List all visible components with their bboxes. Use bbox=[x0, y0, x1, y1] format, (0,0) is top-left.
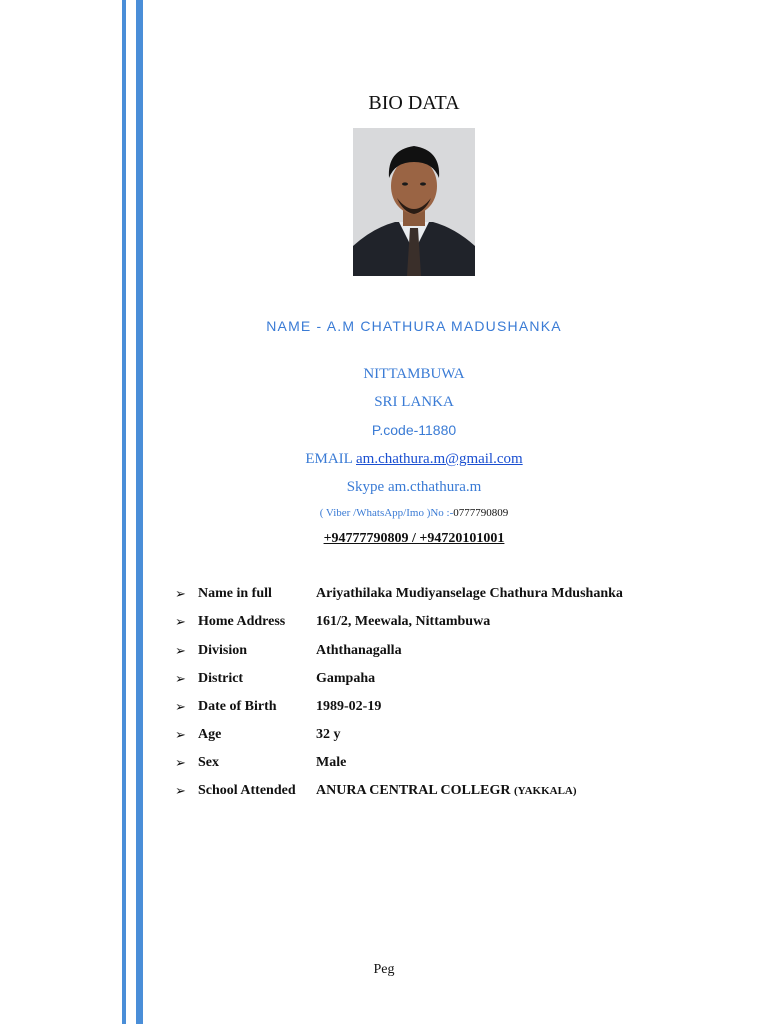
detail-value: 32 y bbox=[316, 727, 341, 742]
location-country: SRI LANKA bbox=[374, 394, 454, 410]
messaging-number: 0777790809 bbox=[453, 507, 509, 519]
bullet-arrow-icon: ➢ bbox=[175, 783, 186, 798]
bullet-arrow-icon: ➢ bbox=[175, 755, 186, 770]
detail-value: Ariyathilaka Mudiyanselage Chathura Mdushanka bbox=[316, 586, 623, 601]
detail-value: Male bbox=[316, 755, 347, 770]
school-location: (YAKKALA) bbox=[513, 785, 577, 797]
page-footer: Peg bbox=[373, 962, 395, 977]
name-line: NAME - A.M CHATHURA MADUSHANKA bbox=[266, 318, 562, 334]
detail-value: Gampaha bbox=[316, 671, 376, 686]
detail-value: Aththanagalla bbox=[316, 643, 402, 658]
portrait-image bbox=[353, 128, 475, 276]
detail-value: 161/2, Meewala, Nittambuwa bbox=[316, 614, 491, 629]
bullet-arrow-icon: ➢ bbox=[175, 727, 186, 742]
detail-label: Name in full bbox=[198, 586, 272, 601]
detail-label: District bbox=[198, 671, 244, 686]
detail-label: Sex bbox=[198, 755, 219, 770]
detail-label: Date of Birth bbox=[198, 699, 277, 714]
bullet-arrow-icon: ➢ bbox=[175, 643, 186, 658]
location-city: NITTAMBUWA bbox=[363, 366, 465, 382]
bullet-arrow-icon: ➢ bbox=[175, 614, 186, 629]
bullet-arrow-icon: ➢ bbox=[175, 586, 186, 601]
detail-label: Home Address bbox=[198, 614, 286, 629]
profile-photo bbox=[353, 128, 475, 276]
postal-code: P.code-11880 bbox=[371, 422, 457, 438]
skype-line: Skype am.cthathura.m bbox=[346, 479, 482, 495]
detail-label: School Attended bbox=[198, 783, 296, 798]
detail-label: Age bbox=[198, 727, 222, 742]
messaging-line bbox=[0, 507, 768, 519]
email-line bbox=[0, 451, 768, 468]
detail-label: Division bbox=[198, 643, 248, 658]
bullet-arrow-icon: ➢ bbox=[175, 671, 186, 686]
page-title: BIO DATA bbox=[368, 92, 460, 114]
bullet-arrow-icon: ➢ bbox=[175, 699, 186, 714]
messaging-label: ( Viber /WhatsApp/Imo )No :- bbox=[319, 507, 454, 519]
email-label: EMAIL bbox=[305, 451, 353, 467]
phone-numbers: +94777790809 / +94720101001 bbox=[323, 531, 505, 546]
school-name: ANURA CENTRAL COLLEGR bbox=[316, 783, 511, 798]
detail-value bbox=[316, 783, 577, 799]
email-link[interactable]: am.chathura.m@gmail.com bbox=[356, 451, 523, 467]
detail-value: 1989-02-19 bbox=[316, 699, 382, 714]
